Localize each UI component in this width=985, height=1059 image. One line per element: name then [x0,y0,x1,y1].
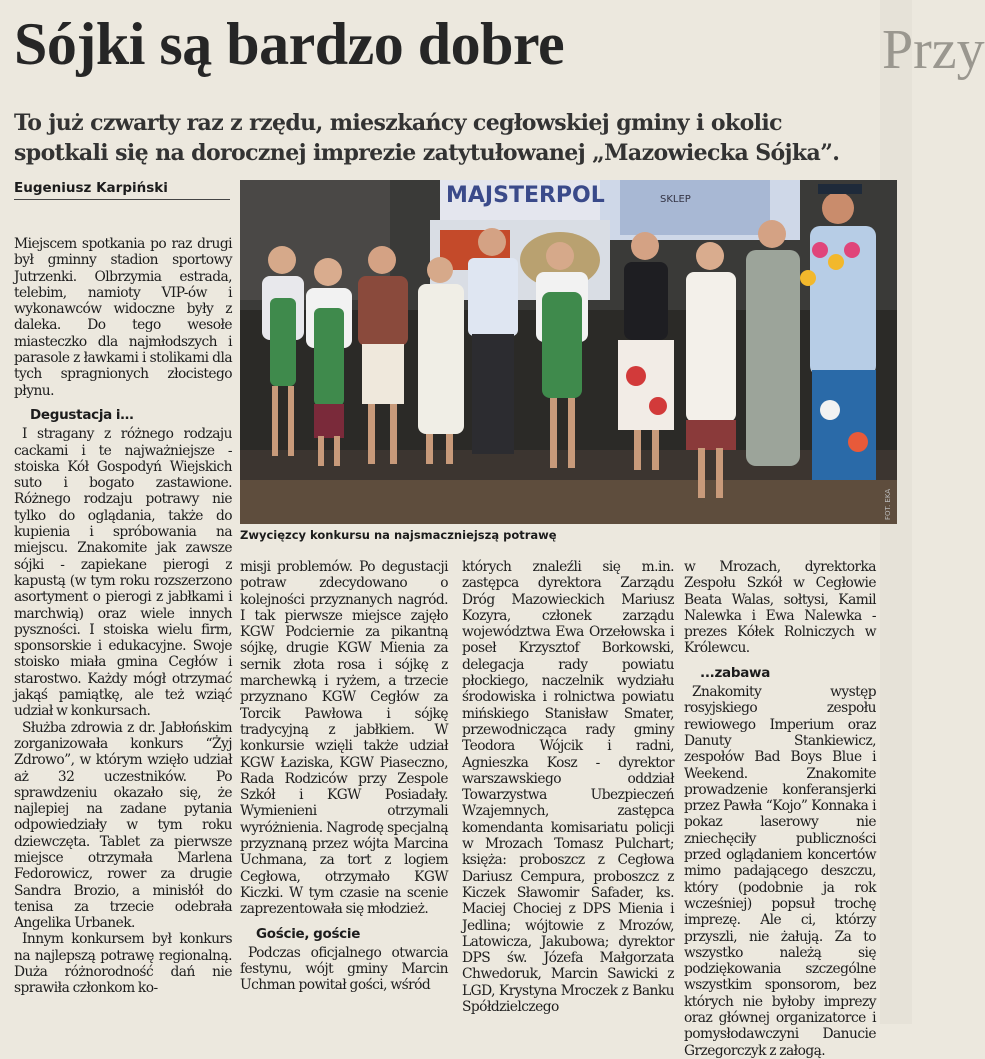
banner-text-majsterpol: MAJSTERPOL [446,183,605,208]
paragraph: I stragany z różnego rodzaju cackami i te najważniejsze - stoiska Kół Gospodyń Wiejskich suto i bogato zastawione. Różnego rodzaju potrawy nie tylko do oglądania, także do kupienia i spróbowania na miejscu. Znakomite jak zawsze sójki - zapiekane pierogi z kapustą (w tym roku rozszerzono asortyment o pierogi z jabłkami i marchwią) oraz wiele innych pyszności. I stoiska wielu firm, sponsorskie i edukacyjne. Swoje stoisko miała gmina Cegłów i starostwo. Każdy mógł otrzymać jakąś pamiątkę, ale też wziąć udział w konkursach. [14,426,232,720]
person-4 [418,257,464,464]
article-photo [240,180,897,524]
paragraph: Podczas oficjalnego otwarcia festynu, wójt gminy Marcin Uchman powitał gości, wśród [240,944,448,994]
paragraph: Innym konkursem był konkurs na najlepszą potrawę regionalną. Duża różnorodność dań nie sprawiła członkom ko- [14,931,232,997]
paragraph: w Mrozach, dyrektorka Zespołu Szkół w Cegłowie Beata Walas, sołtysi, Kamil Nalewka i Ewa Nalewka - prezes Kółek Rolniczych w Królewcu. [684,559,876,657]
article-headline: Sójki są bardzo dobre [14,11,565,77]
article-column-1 [14,236,232,1020]
adjacent-headline-fragment: Przy [882,19,985,81]
subheading-goscie: Goście, goście [256,925,361,942]
subheading-degustacja: Degustacja i… [30,406,134,423]
article-column-4 [684,559,876,1059]
paragraph: których znaleźli się m.in. zastępca dyrektora Zarządu Dróg Mazowieckich Mariusz Kozyra, członek zarządu województwa Ewa Orzełowska i poseł Krzysztof Borkowski, delegacja rady powiatu płockiego, naczelnik wydziału środowiska i rolnictwa powiatu mińskiego Stanisław Smater, przewodnicząca rady gminy Teodora Wójcik i radni, Agnieszka Kosz - dyrektor warszawskiego oddział Towarzystwa Ubezpieczeń Wzajemnych, zastępca komendanta komisariatu policji w Mrozach Tomasz Pulchart; księża: proboszcz z Cegłowa Dariusz Cempura, proboszcz z Kiczek Sławomir Safader, ks. Maciej Chociej z DPS Mienia i Jedlina; wójtowie z Mrozów, Latowicza, Jakubowa; dyrektor DPS św. Józefa Małgorzata Chwedoruk, Marcin Sawicki z LGD, Krystyna Mroczek z Banku Spółdzielczego [462,559,674,1016]
photo-illustration [240,180,897,524]
paragraph: Miejscem spotkania po raz drugi był gminny stadion sportowy Jutrzenki. Olbrzymia estrada, telebim, namioty VIP-ów i wykonawców widoczne były z daleka. Do tego wesołe miasteczko dla najmłodszych i parasole z ławkami i stolikami dla tych spragnionych złocistego płynu. [14,236,232,399]
banner-text-sklep: SKLEP [660,194,691,205]
paragraph: Służba zdrowia z dr. Jabłońskim zorganizowała konkurs “Żyj Zdrowo”, w którym wzięło udział aż 32 uczestników. Po sprawdzeniu okazało się, że najlepiej na zadane pytania odpowiedziały w tym roku dziewczęta. Tablet za pierwsze miejsce otrzymała Marlena Fedorowicz, rower za drugie Sandra Brozio, a minisłół do tenisa za trzecie odebrała Angelika Urbanek. [14,719,232,932]
article-lead: To już czwarty raz z rzędu, mieszkańcy cegłowskiej gminy i okolic spotkali się na dorocznej imprezie zatytułowanej „Mazowiecka Sójka”. [14,110,840,166]
person-9 [746,220,800,466]
article-column-3 [462,559,674,1019]
article-column-2 [240,559,448,1019]
subheading-zabawa: ...zabawa [700,664,771,681]
paragraph: Znakomity występ rosyjskiego zespołu rewiowego Imperium oraz Danuty Stankiewicz, zespołów Bad Boys Blue i Weekend. Znakomite prowadzenie konferansjerki przez Pawła “Kojo” Konnaka i pokaz laserowy nie zniechęciły publiczności przed oglądaniem koncertów mimo padającego deszczu, który (podobnie ja rok wcześniej) popsuł trochę imprezę. Ale ci, którzy przyszli, nie żałują. Za to wszystko należą się podziękowania szczególne wszystkim sponsorom, bez których nie byłoby imprezy oraz głównej organizatorce i pomysłodawczyni Danucie Grzegorczyk z załogą. [684,684,876,1059]
paragraph: misji problemów. Po degustacji potraw zdecydowano o kolejności przyznanych nagród. I tak pierwsze miejsce zajęło KGW Podciernie za pikantną sójkę, drugie KGW Mienia za sernik złota rosa i sójkę z marchewką i ryżem, a trzecie przyznano KGW Cegłów za Torcik Pawłowa i sójkę tradycyjną z jabłkiem. W konkursie wzięli także udział KGW Łaziska, KGW Piaseczno, Rada Rodziców przy Zespole Szkół i KGW Posiadały. Wymienieni otrzymali wyróżnienia. Nagrodę specjalną przyznaną przez wójta Marcina Uchmana, za tort z logiem Cegłowa, otrzymało KGW Kiczki. W tym czasie na scenie zaprezentowała się młodzież. [240,559,448,918]
photo-credit: FOT. EKA [884,488,892,520]
photo-caption: Zwycięzcy konkursu na najsmaczniejszą potrawę [240,528,557,542]
article-byline: Eugeniusz Karpiński [14,178,230,200]
person-5-man [468,228,518,454]
